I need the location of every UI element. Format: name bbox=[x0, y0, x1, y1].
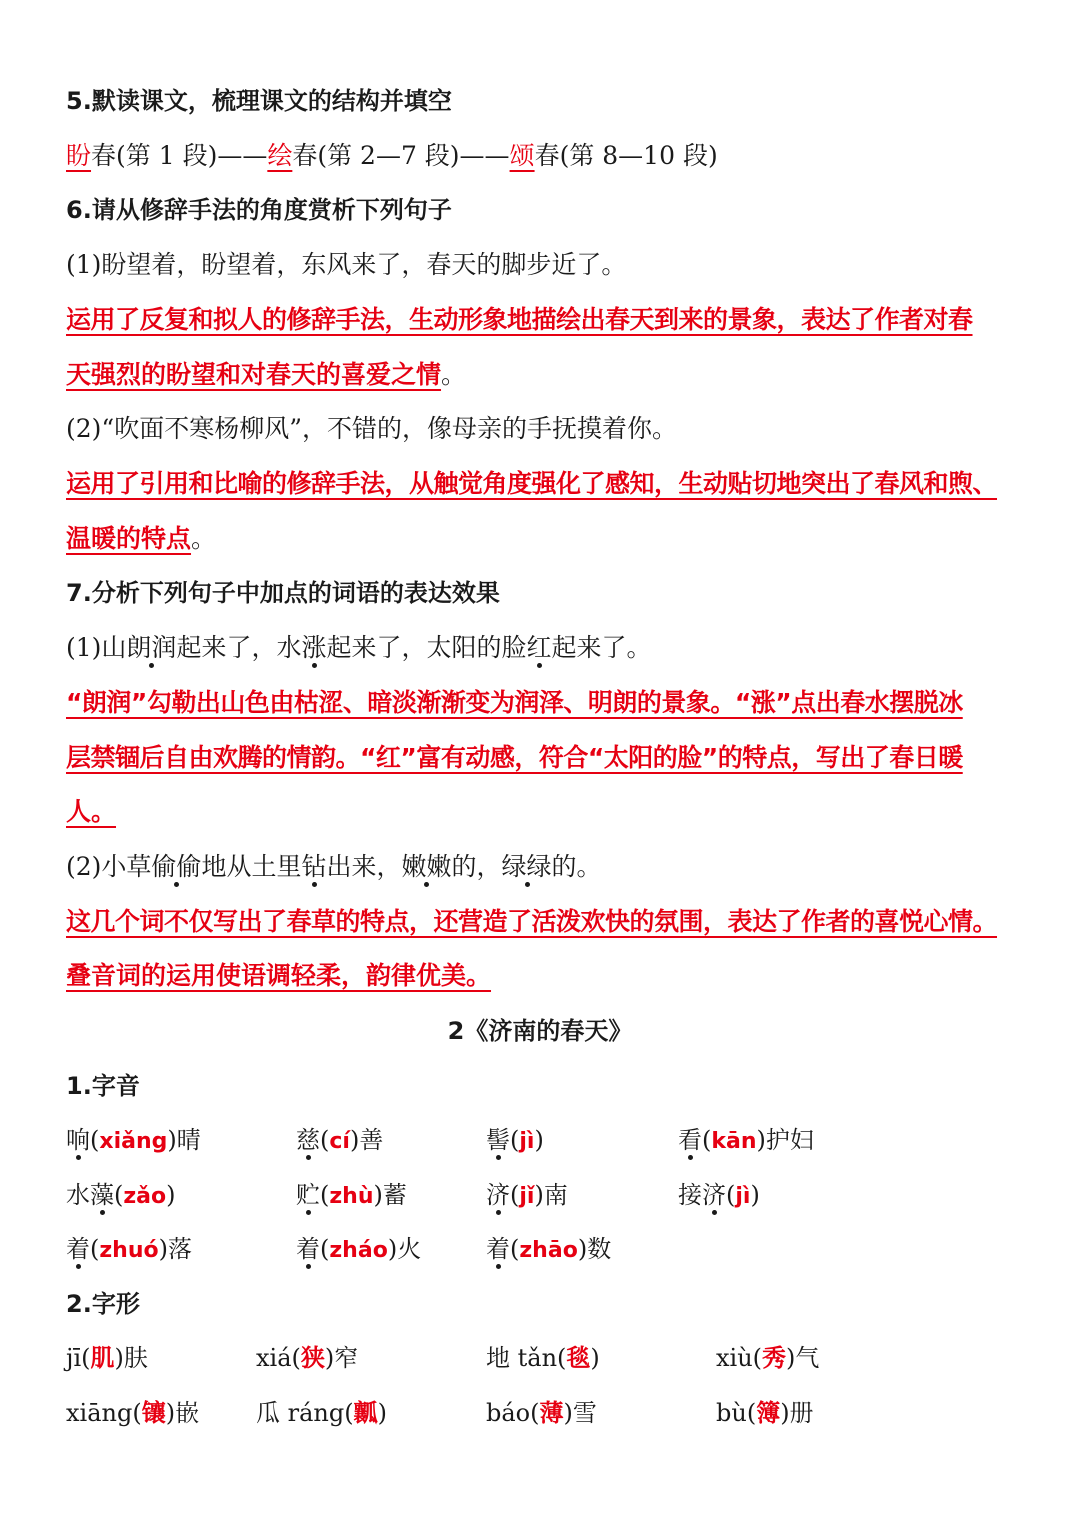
form-context: ) bbox=[377, 1399, 387, 1427]
form-context: ) bbox=[590, 1344, 600, 1372]
pronunciation-char: 济 bbox=[702, 1181, 726, 1209]
form-character: 镶 bbox=[141, 1398, 166, 1427]
q5-text-3: 春(第 8—10 段) bbox=[534, 141, 718, 170]
q7-s2-text: 地从土里 bbox=[201, 852, 302, 881]
q7-s1-text: (1)山 bbox=[66, 633, 127, 662]
pronunciation-char: 着 bbox=[66, 1235, 90, 1263]
pinyin: zhāo bbox=[519, 1238, 578, 1263]
form-pinyin: bù( bbox=[716, 1399, 757, 1427]
form-pinyin: jī( bbox=[66, 1344, 91, 1372]
paren: ( bbox=[320, 1235, 330, 1263]
q6-answer-2-line-2 bbox=[66, 522, 216, 556]
form-item bbox=[66, 1396, 199, 1430]
q5-red-3: 颂 bbox=[509, 141, 535, 170]
pinyin: jì bbox=[735, 1184, 751, 1209]
q7-s1-text: 起来了，水 bbox=[176, 633, 302, 662]
paren: ) bbox=[167, 1126, 177, 1154]
form-pinyin: xiá( bbox=[256, 1344, 301, 1372]
pronunciation-item bbox=[296, 1232, 421, 1268]
form-item bbox=[256, 1341, 358, 1375]
pronunciation-context: 接 bbox=[678, 1181, 702, 1209]
pronunciation-char: 响 bbox=[66, 1126, 90, 1154]
pronunciation-char: 慈 bbox=[296, 1126, 320, 1154]
q7-answer-1-line-1: “朗润”勾勒出山色由枯涩、暗淡渐渐变为润泽、明朗的景象。“涨”点出春水摆脱冰 bbox=[66, 688, 963, 717]
paren: ) bbox=[577, 1235, 588, 1263]
paren: ) bbox=[166, 1181, 176, 1209]
paren: ( bbox=[90, 1235, 100, 1263]
form-item bbox=[486, 1341, 600, 1375]
form-item bbox=[716, 1396, 814, 1430]
pinyin: jì bbox=[519, 1129, 535, 1154]
q6-answer-2-text: 温暖的特点 bbox=[66, 524, 192, 553]
pronunciation-context: 护妇 bbox=[765, 1126, 814, 1154]
q7-s1-text: 起来了，太阳的脸 bbox=[326, 633, 527, 662]
q7-s2-dotted-word: 钻 bbox=[301, 852, 327, 881]
form-context: )嵌 bbox=[165, 1399, 200, 1427]
paren: ) bbox=[534, 1126, 544, 1154]
form-character: 薄 bbox=[539, 1398, 564, 1427]
q7-s2-dotted-word: 偷偷 bbox=[151, 852, 202, 881]
paren: ) bbox=[756, 1126, 766, 1154]
q7-sentence-1 bbox=[66, 631, 652, 665]
pinyin: xiǎng bbox=[99, 1129, 168, 1154]
form-context: )窄 bbox=[324, 1344, 359, 1372]
pinyin: zhù bbox=[329, 1184, 374, 1209]
form-pinyin: 瓜 ráng( bbox=[256, 1399, 354, 1427]
q5-red-1: 盼 bbox=[66, 141, 92, 170]
form-character: 瓤 bbox=[353, 1398, 378, 1427]
pronunciation-context: 晴 bbox=[176, 1126, 201, 1154]
form-character: 狭 bbox=[300, 1343, 325, 1372]
pronunciation-item bbox=[66, 1178, 176, 1214]
q7-sentence-2 bbox=[66, 850, 602, 884]
pronunciation-context: 南 bbox=[543, 1181, 568, 1209]
pronunciation-item bbox=[486, 1178, 568, 1214]
q6-sentence-1: (1)盼望着，盼望着，东风来了，春天的脚步近了。 bbox=[66, 250, 627, 279]
q6-answer-1-line-1: 运用了反复和拟人的修辞手法，生动形象地描绘出春天到来的景象，表达了作者对春 bbox=[66, 305, 973, 334]
paren: ( bbox=[510, 1181, 520, 1209]
q6-answer-1-end: 。 bbox=[441, 360, 467, 389]
pronunciation-item bbox=[296, 1123, 383, 1159]
pronunciation-char: 看 bbox=[678, 1126, 702, 1154]
q6-answer-2-line-1: 运用了引用和比喻的修辞手法，从触觉角度强化了感知，生动贴切地突出了春风和煦、 bbox=[66, 469, 998, 498]
form-context: )气 bbox=[786, 1344, 820, 1372]
pronunciation-char: 贮 bbox=[296, 1181, 320, 1209]
pronunciation-char: 髻 bbox=[486, 1126, 510, 1154]
q6-answer-2-end: 。 bbox=[191, 524, 217, 553]
form-pinyin: 地 tǎn( bbox=[486, 1344, 567, 1372]
q7-s2-text: 的， bbox=[451, 852, 502, 881]
forms-title: 2.字形 bbox=[66, 1290, 140, 1318]
pronunciation-context: 善 bbox=[359, 1126, 384, 1154]
q7-answer-1-line-2: 层禁锢后自由欢腾的情韵。“红”富有动感，符合“太阳的脸”的特点，写出了春日暖 bbox=[66, 743, 963, 772]
pronunciation-char: 藻 bbox=[90, 1181, 114, 1209]
pronunciation-context: 数 bbox=[587, 1235, 612, 1263]
q5-red-2: 绘 bbox=[267, 141, 293, 170]
pronunciation-item bbox=[678, 1123, 814, 1159]
pinyin: zhuó bbox=[99, 1238, 159, 1263]
paren: ( bbox=[510, 1235, 520, 1263]
pinyin: kān bbox=[711, 1129, 757, 1154]
pinyin: zháo bbox=[329, 1238, 388, 1263]
q5-text-1: 春(第 1 段)—— bbox=[91, 141, 268, 170]
q6-answer-1-line-2 bbox=[66, 358, 466, 392]
q7-s2-text: 出来， bbox=[326, 852, 402, 881]
pronunciation-context: 火 bbox=[397, 1235, 422, 1263]
pronunciation-item bbox=[66, 1232, 192, 1268]
q7-s1-dotted-word: 红 bbox=[526, 633, 552, 662]
q7-s2-dotted-word: 嫩嫩 bbox=[401, 852, 452, 881]
q7-s2-text: 的。 bbox=[551, 852, 602, 881]
form-pinyin: xiāng( bbox=[66, 1399, 142, 1427]
form-context: )雪 bbox=[563, 1399, 597, 1427]
paren: ( bbox=[702, 1126, 712, 1154]
paren: ( bbox=[320, 1126, 330, 1154]
form-character: 肌 bbox=[90, 1343, 115, 1372]
q6-answer-1-text: 天强烈的盼望和对春天的喜爱之情 bbox=[66, 360, 442, 389]
paren: ( bbox=[726, 1181, 736, 1209]
q7-s1-text: 起来了。 bbox=[551, 633, 652, 662]
form-pinyin: báo( bbox=[486, 1399, 540, 1427]
q7-answer-2-line-1: 这几个词不仅写出了春草的特点，还营造了活泼欢快的氛围，表达了作者的喜悦心情。 bbox=[66, 907, 998, 936]
form-character: 秀 bbox=[762, 1343, 787, 1372]
paren: ( bbox=[114, 1181, 124, 1209]
paren: ( bbox=[510, 1126, 520, 1154]
pronunciation-item bbox=[486, 1232, 611, 1268]
pinyin: zǎo bbox=[123, 1184, 167, 1209]
paren: ) bbox=[750, 1181, 760, 1209]
paren: ) bbox=[534, 1181, 544, 1209]
pronunciation-context: 落 bbox=[168, 1235, 192, 1263]
pronunciation-item bbox=[296, 1178, 407, 1214]
form-character: 毯 bbox=[566, 1343, 591, 1372]
pronunciation-item bbox=[678, 1178, 760, 1214]
pronunciation-item bbox=[486, 1123, 544, 1159]
q5-answer bbox=[66, 139, 718, 173]
pronunciation-char: 济 bbox=[486, 1181, 510, 1209]
q7-s2-text: (2)小草 bbox=[66, 852, 152, 881]
pronunciation-char: 着 bbox=[296, 1235, 320, 1263]
q7-answer-1-line-3: 人。 bbox=[66, 797, 117, 826]
pronunciation-title: 1.字音 bbox=[66, 1072, 140, 1100]
paren: ( bbox=[90, 1126, 100, 1154]
q6-sentence-2: (2)“吹面不寒杨柳风”，不错的，像母亲的手抚摸着你。 bbox=[66, 414, 677, 443]
q7-answer-2-line-2: 叠音词的运用使语调轻柔，韵律优美。 bbox=[66, 961, 492, 990]
paren: ) bbox=[158, 1235, 168, 1263]
q5-title: 5.默读课文，梳理课文的结构并填空 bbox=[66, 87, 452, 115]
paren: ) bbox=[349, 1126, 360, 1154]
q5-text-2: 春(第 2—7 段)—— bbox=[292, 141, 510, 170]
paren: ) bbox=[387, 1235, 398, 1263]
pronunciation-char: 着 bbox=[486, 1235, 510, 1263]
q7-title: 7.分析下列句子中加点的词语的表达效果 bbox=[66, 579, 500, 607]
form-pinyin: xiù( bbox=[716, 1344, 763, 1372]
paren: ( bbox=[320, 1181, 330, 1209]
q7-s1-dotted-word: 涨 bbox=[301, 633, 327, 662]
form-item bbox=[486, 1396, 597, 1430]
q7-s1-dotted-word: 朗润 bbox=[126, 633, 177, 662]
paren: ) bbox=[373, 1181, 383, 1209]
lesson-title: 2《济南的春天》 bbox=[447, 1017, 633, 1045]
q6-title: 6.请从修辞手法的角度赏析下列句子 bbox=[66, 196, 452, 224]
form-context: )肤 bbox=[114, 1344, 148, 1372]
pronunciation-context: 蓄 bbox=[382, 1181, 407, 1209]
pinyin: jǐ bbox=[519, 1184, 535, 1209]
q7-s2-dotted-word: 绿绿 bbox=[501, 852, 552, 881]
form-item bbox=[716, 1341, 819, 1375]
form-item bbox=[66, 1341, 148, 1375]
pinyin: cí bbox=[329, 1129, 350, 1154]
form-item bbox=[256, 1396, 387, 1430]
form-context: )册 bbox=[780, 1399, 814, 1427]
form-character: 簿 bbox=[756, 1398, 781, 1427]
pronunciation-item bbox=[66, 1123, 201, 1159]
pronunciation-context: 水 bbox=[66, 1181, 90, 1209]
